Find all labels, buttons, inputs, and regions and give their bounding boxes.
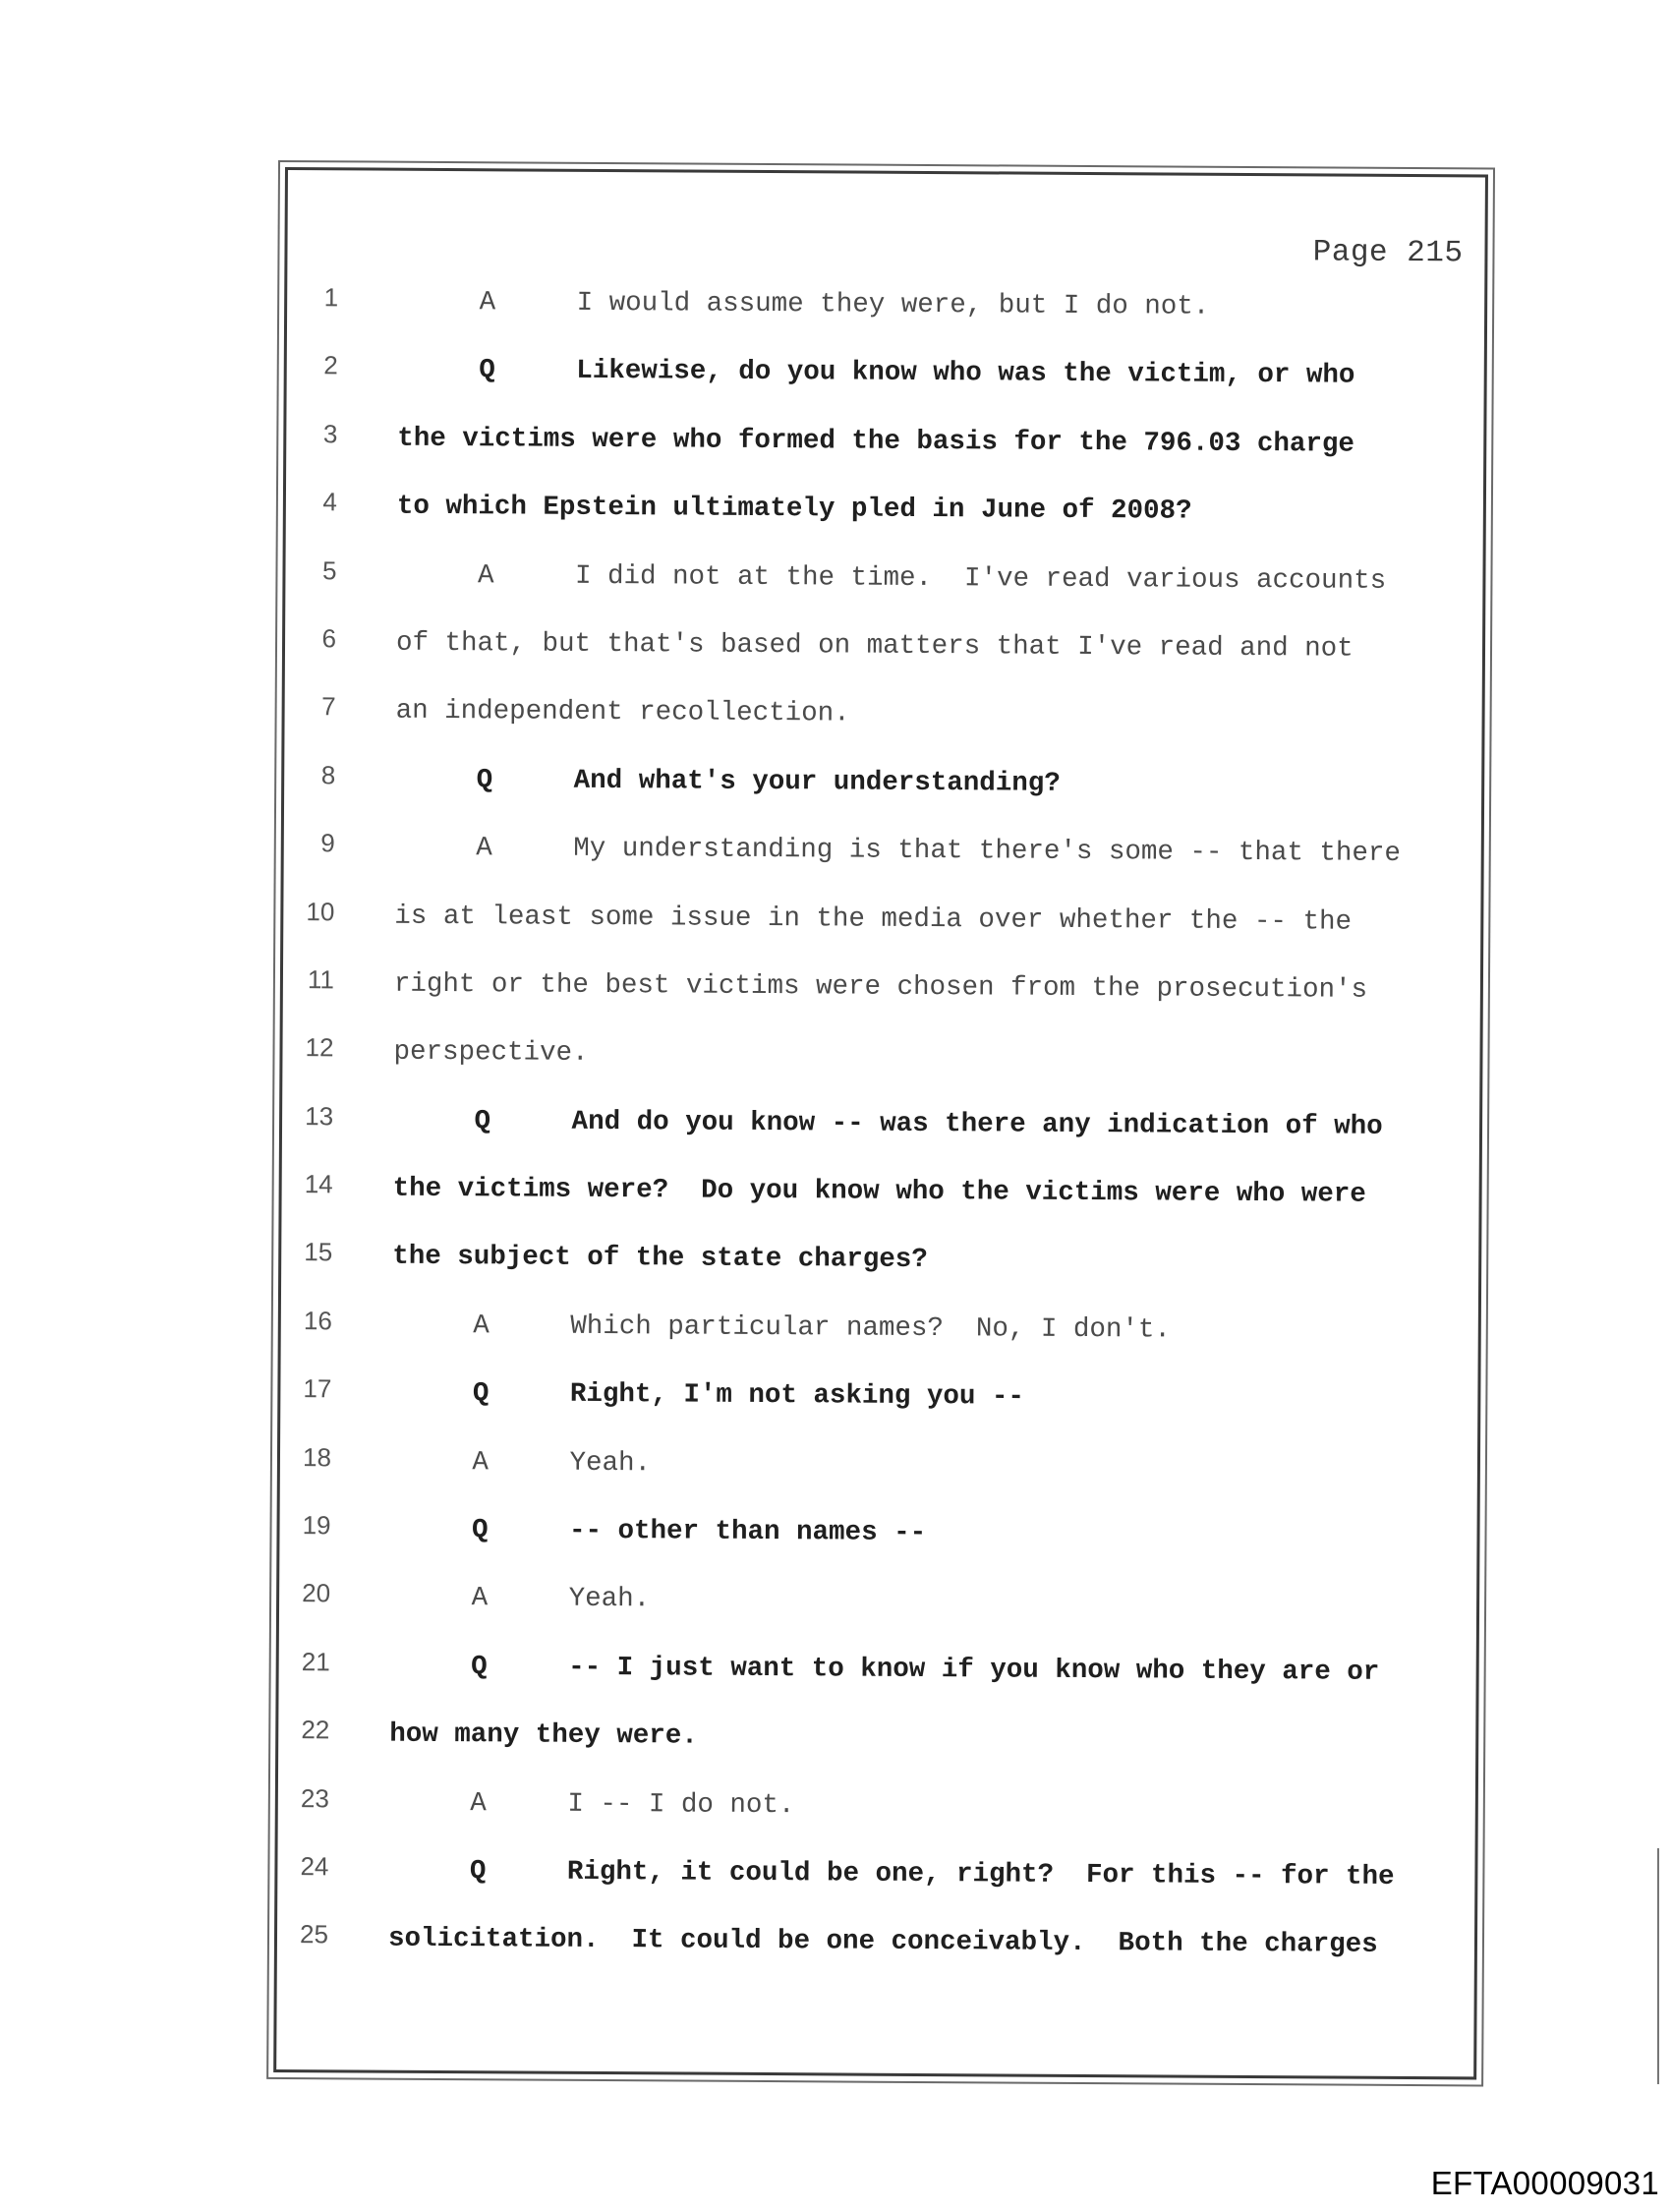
scan-edge-line	[1657, 1848, 1659, 2084]
line-number: 15	[304, 1237, 333, 1267]
question-text: to which Epstein ultimately pled in June of 2008?	[396, 491, 1192, 527]
question-text: how many they were.	[389, 1718, 698, 1752]
line-number: 12	[305, 1032, 334, 1063]
line-number: 9	[320, 828, 335, 858]
line-number: 20	[302, 1578, 331, 1608]
question-text: the victims were who formed the basis for the 796.03 charge	[397, 423, 1355, 460]
line-number: 14	[304, 1169, 333, 1199]
line-number: 23	[300, 1782, 329, 1813]
bates-number: EFTA00009031	[1430, 2165, 1659, 2201]
transcript-line	[283, 960, 1480, 1036]
answer-text: A Yeah.	[390, 1583, 651, 1615]
question-text: Q And do you know -- was there any indication of who	[392, 1105, 1383, 1142]
line-number: 6	[321, 623, 337, 654]
answer-text: of that, but that's based on matters that I've read and not	[395, 627, 1354, 665]
transcript-page-frame	[273, 167, 1488, 2079]
transcript-line	[284, 756, 1481, 832]
line-number: 21	[301, 1646, 330, 1677]
line-number: 7	[321, 691, 336, 722]
transcript-line	[285, 619, 1482, 695]
line-number: 10	[306, 896, 335, 926]
answer-text: A I -- I do not.	[388, 1787, 795, 1821]
transcript-line	[280, 1438, 1477, 1514]
transcript-line	[282, 1028, 1479, 1104]
line-number: 24	[300, 1851, 329, 1882]
answer-text: A Yeah.	[390, 1446, 652, 1479]
transcript-line	[283, 893, 1480, 968]
answer-text: A Which particular names? No, I don't.	[391, 1310, 1172, 1346]
line-number: 2	[323, 350, 338, 380]
question-text: Q -- I just want to know if you know who they are or	[389, 1651, 1380, 1688]
transcript-line	[280, 1369, 1477, 1445]
line-number: 5	[321, 554, 337, 585]
transcript-line	[283, 824, 1480, 900]
transcript-line	[281, 1165, 1478, 1241]
question-text: Q Right, it could be one, right? For this -- for the	[388, 1855, 1395, 1892]
transcript-line	[277, 1915, 1474, 1991]
line-number: 3	[322, 419, 338, 449]
answer-text: perspective.	[393, 1036, 589, 1070]
answer-text: is at least some issue in the media over whether the -- the	[394, 901, 1353, 938]
question-text: the victims were? Do you know who the victims were who were	[392, 1173, 1366, 1210]
answer-text: A I would assume they were, but I do not.	[398, 286, 1210, 322]
transcript-lines	[277, 278, 1485, 1991]
line-number: 25	[300, 1919, 329, 1950]
answer-text: an independent recollection.	[395, 696, 850, 729]
answer-text: A I did not at the time. I've read various accounts	[396, 559, 1387, 597]
transcript-line	[279, 1506, 1476, 1582]
line-number: 4	[322, 487, 338, 517]
transcript-line	[287, 278, 1484, 354]
question-text: the subject of the state charges?	[392, 1242, 928, 1276]
transcript-line	[279, 1574, 1476, 1650]
line-number: 11	[307, 964, 335, 995]
answer-text: A My understanding is that there's some -- that there	[394, 832, 1402, 870]
line-number: 8	[320, 759, 336, 790]
answer-text: right or the best victims were chosen from the prosecution's	[393, 968, 1368, 1006]
transcript-line	[286, 346, 1483, 422]
line-number: 18	[302, 1441, 332, 1472]
transcript-line	[286, 483, 1483, 558]
question-text: Q Right, I'm not asking you --	[391, 1377, 1025, 1413]
transcript-line	[286, 415, 1483, 491]
transcript-line	[282, 1097, 1479, 1173]
transcript-line	[284, 687, 1481, 763]
line-number: 22	[301, 1715, 330, 1745]
line-number: 13	[305, 1100, 334, 1132]
transcript-line	[278, 1643, 1475, 1718]
question-text: Q Likewise, do you know who was the victim, or who	[397, 355, 1355, 392]
transcript-line	[281, 1233, 1478, 1309]
transcript-line	[278, 1711, 1475, 1786]
line-number: 19	[302, 1510, 331, 1541]
transcript-line	[278, 1779, 1475, 1855]
line-number: 16	[303, 1305, 332, 1336]
question-text: Q And what's your understanding?	[395, 764, 1061, 799]
line-number: 1	[323, 282, 339, 313]
transcript-line	[281, 1302, 1478, 1377]
transcript-line	[277, 1847, 1474, 1923]
question-text: solicitation. It could be one conceivably. Both the charges	[387, 1924, 1378, 1961]
page-number-label: Page 215	[1312, 235, 1464, 271]
transcript-line	[285, 552, 1482, 627]
line-number: 17	[303, 1373, 332, 1404]
question-text: Q -- other than names --	[390, 1514, 927, 1549]
